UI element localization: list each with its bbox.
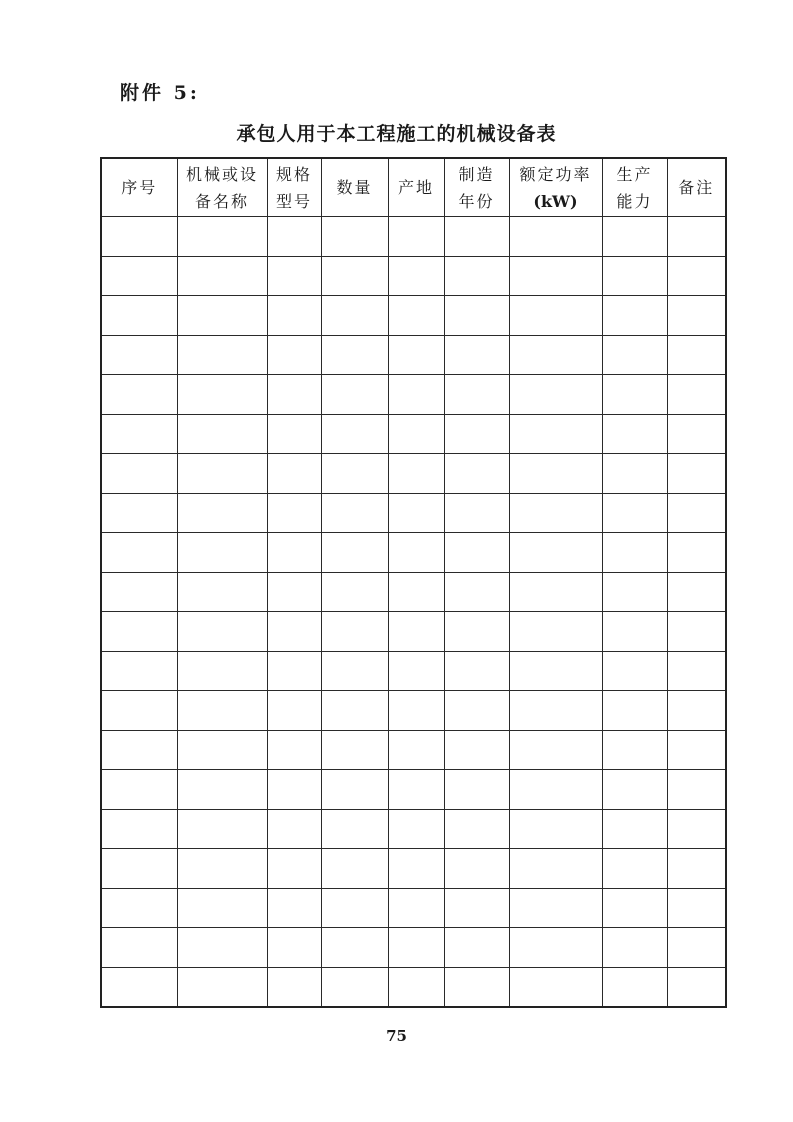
- table-cell: [177, 414, 267, 454]
- table-cell: [509, 888, 602, 928]
- table-cell: [101, 296, 177, 336]
- document-title: 承包人用于本工程施工的机械设备表: [236, 123, 557, 145]
- table-cell: [602, 493, 667, 533]
- table-cell: [509, 967, 602, 1007]
- table-cell: [667, 691, 726, 731]
- table-cell: [101, 967, 177, 1007]
- header-production-capacity: 生产 能力: [602, 158, 667, 217]
- table-cell: [602, 256, 667, 296]
- header-specification-model: 规格 型号: [267, 158, 321, 217]
- table-cell: [602, 888, 667, 928]
- table-cell: [101, 651, 177, 691]
- table-cell: [602, 691, 667, 731]
- table-cell: [388, 256, 444, 296]
- table-cell: [509, 335, 602, 375]
- table-cell: [177, 612, 267, 652]
- table-cell: [321, 533, 388, 573]
- table-cell: [602, 730, 667, 770]
- table-cell: [101, 256, 177, 296]
- table-cell: [177, 493, 267, 533]
- table-cell: [101, 730, 177, 770]
- table-cell: [267, 335, 321, 375]
- table-cell: [602, 928, 667, 968]
- table-cell: [509, 414, 602, 454]
- table-cell: [444, 217, 509, 257]
- table-cell: [321, 730, 388, 770]
- table-cell: [667, 256, 726, 296]
- table-cell: [667, 651, 726, 691]
- table-cell: [321, 809, 388, 849]
- table-cell: [177, 849, 267, 889]
- header-serial-number: 序号: [101, 158, 177, 217]
- table-cell: [321, 849, 388, 889]
- table-cell: [602, 572, 667, 612]
- header-origin: 产地: [388, 158, 444, 217]
- table-cell: [321, 296, 388, 336]
- table-cell: [267, 967, 321, 1007]
- header-rated-power: 额定功率 (kW): [509, 158, 602, 217]
- equipment-table: [100, 157, 727, 1008]
- table-row: [101, 612, 726, 652]
- table-cell: [177, 454, 267, 494]
- table-cell: [177, 651, 267, 691]
- table-cell: [509, 493, 602, 533]
- table-cell: [444, 888, 509, 928]
- table-cell: [388, 691, 444, 731]
- table-cell: [177, 928, 267, 968]
- table-cell: [101, 493, 177, 533]
- table-cell: [267, 493, 321, 533]
- table-cell: [267, 217, 321, 257]
- table-cell: [267, 730, 321, 770]
- table-cell: [444, 335, 509, 375]
- table-cell: [388, 651, 444, 691]
- table-cell: [177, 572, 267, 612]
- table-cell: [177, 296, 267, 336]
- table-cell: [602, 217, 667, 257]
- table-cell: [444, 770, 509, 810]
- table-cell: [388, 612, 444, 652]
- table-cell: [388, 928, 444, 968]
- table-cell: [602, 849, 667, 889]
- table-cell: [321, 217, 388, 257]
- table-cell: [509, 691, 602, 731]
- table-cell: [602, 967, 667, 1007]
- table-cell: [321, 256, 388, 296]
- table-cell: [267, 375, 321, 415]
- table-cell: [509, 809, 602, 849]
- table-cell: [321, 493, 388, 533]
- table-cell: [267, 691, 321, 731]
- table-cell: [667, 493, 726, 533]
- table-cell: [321, 691, 388, 731]
- table-cell: [101, 928, 177, 968]
- table-cell: [602, 296, 667, 336]
- table-cell: [177, 888, 267, 928]
- table-cell: [602, 612, 667, 652]
- table-cell: [602, 809, 667, 849]
- table-row: [101, 533, 726, 573]
- table-row: [101, 730, 726, 770]
- table-body: [101, 217, 726, 1008]
- table-cell: [509, 770, 602, 810]
- table-cell: [509, 849, 602, 889]
- table-cell: [388, 809, 444, 849]
- table-cell: [444, 849, 509, 889]
- table-row: [101, 849, 726, 889]
- table-cell: [177, 691, 267, 731]
- table-cell: [321, 651, 388, 691]
- table-cell: [509, 375, 602, 415]
- table-row: [101, 691, 726, 731]
- table-cell: [101, 612, 177, 652]
- table-cell: [321, 770, 388, 810]
- table-cell: [602, 651, 667, 691]
- table-row: [101, 809, 726, 849]
- table-cell: [667, 730, 726, 770]
- table-cell: [321, 888, 388, 928]
- table-cell: [667, 217, 726, 257]
- table-cell: [602, 454, 667, 494]
- table-cell: [509, 256, 602, 296]
- table-cell: [509, 217, 602, 257]
- table-cell: [388, 296, 444, 336]
- table-cell: [101, 849, 177, 889]
- table-cell: [101, 335, 177, 375]
- table-cell: [444, 414, 509, 454]
- table-cell: [444, 256, 509, 296]
- table-cell: [267, 454, 321, 494]
- table-cell: [667, 888, 726, 928]
- table-row: [101, 928, 726, 968]
- table-cell: [444, 375, 509, 415]
- table-cell: [388, 967, 444, 1007]
- table-cell: [602, 533, 667, 573]
- table-cell: [177, 375, 267, 415]
- table-cell: [444, 691, 509, 731]
- table-cell: [667, 454, 726, 494]
- table-cell: [177, 256, 267, 296]
- table-cell: [101, 888, 177, 928]
- table-cell: [667, 849, 726, 889]
- table-cell: [444, 572, 509, 612]
- table-cell: [444, 651, 509, 691]
- table-row: [101, 335, 726, 375]
- table-cell: [267, 651, 321, 691]
- table-cell: [509, 651, 602, 691]
- table-cell: [388, 454, 444, 494]
- table-cell: [388, 572, 444, 612]
- table-cell: [509, 454, 602, 494]
- table-cell: [667, 612, 726, 652]
- table-row: [101, 770, 726, 810]
- table-cell: [667, 335, 726, 375]
- header-quantity: 数量: [321, 158, 388, 217]
- table-cell: [177, 730, 267, 770]
- table-cell: [267, 928, 321, 968]
- table-cell: [101, 572, 177, 612]
- table-cell: [509, 533, 602, 573]
- table-cell: [267, 809, 321, 849]
- table-row: [101, 651, 726, 691]
- table-cell: [101, 533, 177, 573]
- table-cell: [444, 612, 509, 652]
- table-cell: [667, 533, 726, 573]
- table-cell: [267, 256, 321, 296]
- table-cell: [388, 770, 444, 810]
- table-cell: [509, 730, 602, 770]
- table-row: [101, 296, 726, 336]
- table-cell: [444, 967, 509, 1007]
- table-cell: [321, 612, 388, 652]
- table-cell: [667, 375, 726, 415]
- table-cell: [267, 572, 321, 612]
- table-cell: [267, 296, 321, 336]
- table-cell: [602, 375, 667, 415]
- table-cell: [321, 375, 388, 415]
- table-cell: [101, 809, 177, 849]
- table-cell: [444, 928, 509, 968]
- table-cell: [509, 296, 602, 336]
- table-cell: [321, 572, 388, 612]
- table-cell: [101, 217, 177, 257]
- table-row: [101, 375, 726, 415]
- table-cell: [177, 217, 267, 257]
- table-row: [101, 888, 726, 928]
- table-cell: [321, 414, 388, 454]
- table-cell: [101, 414, 177, 454]
- table-cell: [667, 967, 726, 1007]
- table-cell: [388, 533, 444, 573]
- table-cell: [177, 967, 267, 1007]
- table-cell: [602, 770, 667, 810]
- table-cell: [177, 809, 267, 849]
- table-cell: [667, 572, 726, 612]
- table-header-row: [101, 158, 726, 217]
- table-cell: [509, 612, 602, 652]
- table-cell: [444, 296, 509, 336]
- table-row: [101, 967, 726, 1007]
- table-cell: [177, 770, 267, 810]
- table-cell: [667, 296, 726, 336]
- table-cell: [321, 928, 388, 968]
- table-cell: [388, 414, 444, 454]
- table-cell: [388, 849, 444, 889]
- table-cell: [388, 375, 444, 415]
- table-cell: [267, 612, 321, 652]
- table-row: [101, 454, 726, 494]
- table-row: [101, 217, 726, 257]
- table-cell: [509, 572, 602, 612]
- table-cell: [444, 454, 509, 494]
- table-cell: [267, 533, 321, 573]
- table-cell: [388, 335, 444, 375]
- table-cell: [267, 888, 321, 928]
- table-cell: [101, 375, 177, 415]
- table-row: [101, 572, 726, 612]
- table-cell: [177, 335, 267, 375]
- table-cell: [267, 414, 321, 454]
- header-remarks: 备注: [667, 158, 726, 217]
- table-cell: [101, 691, 177, 731]
- table-row: [101, 256, 726, 296]
- table-row: [101, 414, 726, 454]
- table-cell: [509, 928, 602, 968]
- table-cell: [444, 493, 509, 533]
- table-cell: [267, 770, 321, 810]
- table-cell: [321, 335, 388, 375]
- table-cell: [388, 888, 444, 928]
- table-cell: [667, 770, 726, 810]
- table-cell: [444, 809, 509, 849]
- table-cell: [388, 730, 444, 770]
- table-cell: [101, 770, 177, 810]
- table-cell: [177, 533, 267, 573]
- table-row: [101, 493, 726, 533]
- attachment-label: 附件 5:: [120, 82, 200, 104]
- table-cell: [321, 454, 388, 494]
- header-manufacture-year: 制造 年份: [444, 158, 509, 217]
- table-cell: [444, 730, 509, 770]
- table-cell: [388, 217, 444, 257]
- page-number: 75: [386, 1027, 407, 1045]
- table-cell: [667, 809, 726, 849]
- table-cell: [101, 454, 177, 494]
- table-cell: [321, 967, 388, 1007]
- table-cell: [267, 849, 321, 889]
- table-cell: [667, 928, 726, 968]
- table-cell: [667, 414, 726, 454]
- table-cell: [444, 533, 509, 573]
- table-cell: [388, 493, 444, 533]
- table-cell: [602, 414, 667, 454]
- table-cell: [602, 335, 667, 375]
- header-equipment-name: 机械或设 备名称: [177, 158, 267, 217]
